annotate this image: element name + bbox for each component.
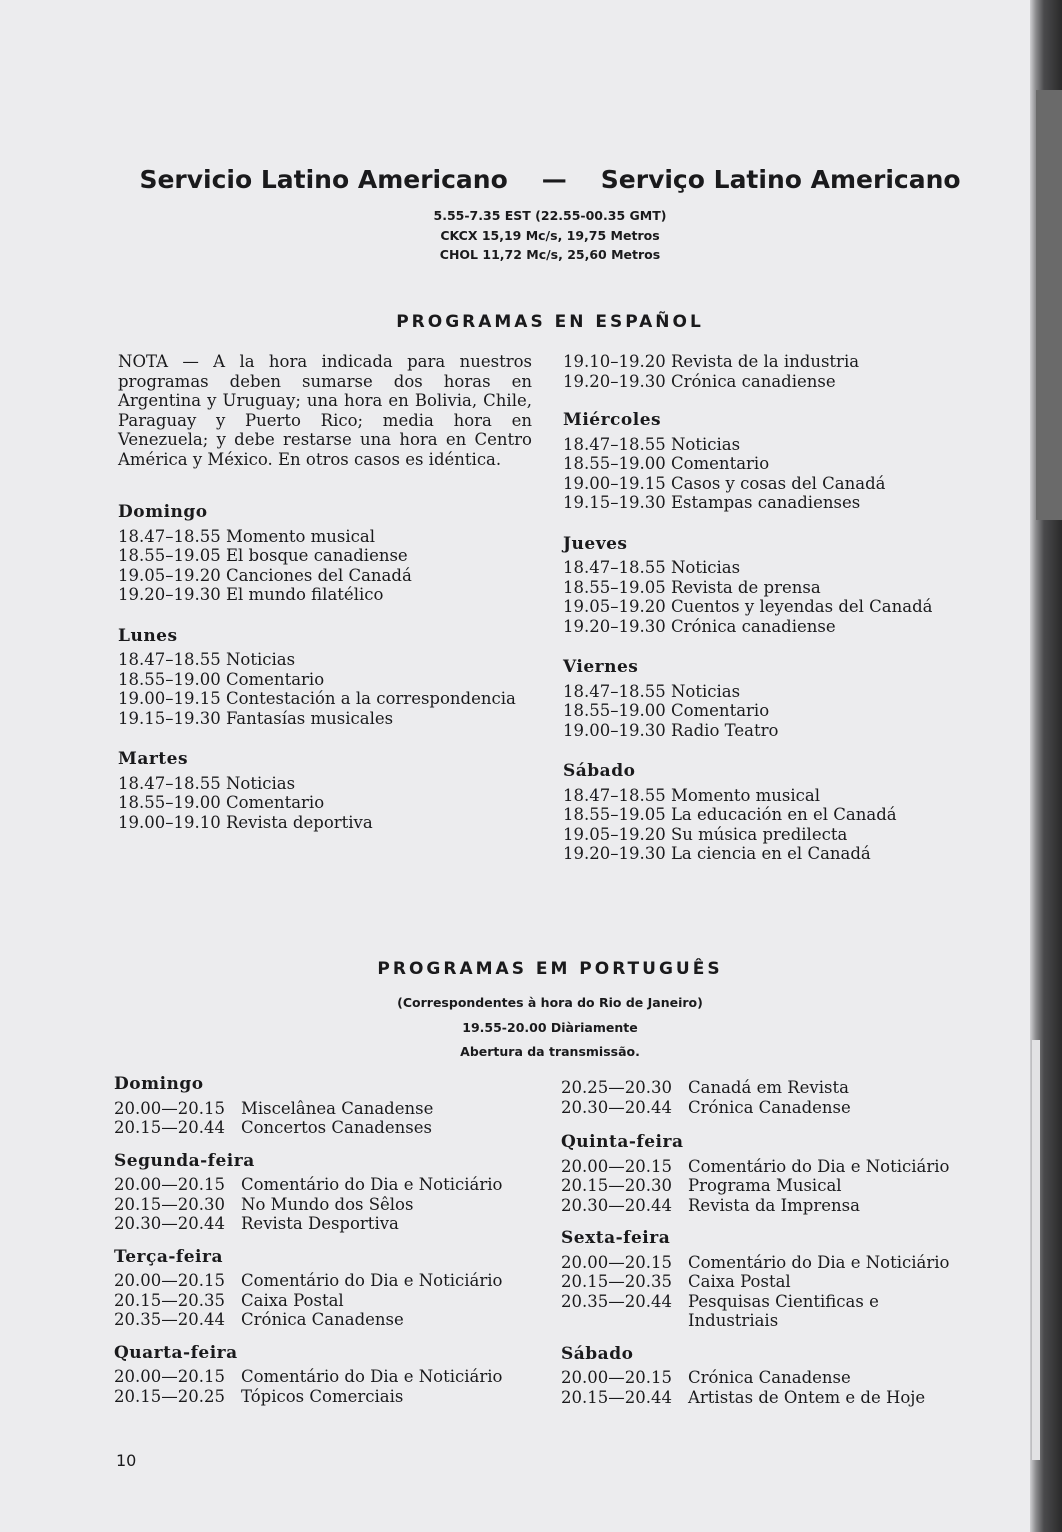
program-name: Caixa Postal (241, 1290, 344, 1310)
program-row: 19.05–19.20 Cuentos y leyendas del Canadá (563, 597, 933, 616)
program-row: 19.00–19.30 Radio Teatro (563, 720, 779, 740)
program-time: 20.25—20.30 (561, 1078, 672, 1097)
program-name-continued: Industriais (688, 1311, 779, 1330)
program-row: 19.00–19.15 Casos y cosas del Canadá (563, 473, 886, 493)
frequency-line-1: CKCX 15,19 Mc/s, 19,75 Metros (440, 228, 660, 243)
title-spanish: Servicio Latino Americano (139, 165, 508, 194)
program-row (561, 1253, 1001, 1273)
program-time: 20.30—20.44 (561, 1097, 672, 1117)
day-heading: Domingo (114, 1074, 204, 1094)
portuguese-note-opening: Abertura da transmissão. (460, 1044, 640, 1059)
page-number: 10 (116, 1451, 137, 1470)
program-row (561, 1388, 1001, 1408)
page-title (0, 165, 1062, 194)
frequency-line-2: CHOL 11,72 Mc/s, 25,60 Metros (439, 247, 661, 262)
program-name: Comentário do Dia e Noticiário (688, 1252, 950, 1272)
program-name: Comentário do Dia e Noticiário (241, 1271, 503, 1290)
program-name: Artistas de Ontem e de Hoje (688, 1387, 926, 1407)
program-name: Programa Musical (688, 1176, 842, 1195)
program-name: No Mundo dos Sêlos (241, 1194, 414, 1214)
program-row: 19.20–19.30 Crónica canadiense (563, 371, 836, 391)
program-row: 19.20–19.30 La ciencia en el Canadá (563, 844, 871, 863)
program-row (114, 1118, 544, 1138)
spanish-left-column (118, 352, 532, 832)
program-time: 20.15—20.44 (114, 1118, 225, 1137)
program-name: Revista da Imprensa (688, 1195, 860, 1215)
program-row: 19.05–19.20 Su música predilecta (563, 824, 848, 844)
program-row: 19.15–19.30 Fantasías musicales (118, 708, 394, 728)
program-row: 19.20–19.30 El mundo filatélico (118, 585, 384, 604)
day-heading: Domingo (118, 502, 208, 522)
program-time: 20.15—20.35 (114, 1290, 225, 1310)
program-row: 18.47–18.55 Noticias (563, 558, 741, 577)
day-heading: Quarta-feira (114, 1342, 238, 1363)
program-time: 20.35—20.44 (561, 1291, 672, 1311)
program-row (561, 1157, 1001, 1177)
program-row (114, 1271, 544, 1291)
program-time: 20.15—20.35 (561, 1272, 672, 1291)
program-time: 20.00—20.15 (114, 1175, 225, 1194)
program-name: Concertos Canadenses (241, 1118, 432, 1137)
program-row: 18.47–18.55 Noticias (118, 650, 296, 669)
portuguese-right-days (561, 1133, 1001, 1407)
program-row: 19.10–19.20 Revista de la industria (563, 352, 860, 371)
title-dash: — (541, 165, 567, 194)
spanish-note: NOTA — A la hora indicada para nuestros programas deben sumarse dos horas en Argentina y Uruguay; una hora en Bolivia, Chile, Paraguay y Puerto Rico; media hora en Venezuela; y debe restarse una hora en Centro América y México. En otros casos es idéntica. (118, 352, 532, 469)
program-row: 18.55–19.05 La educación en el Canadá (563, 805, 897, 824)
program-row: 18.47–18.55 Noticias (563, 434, 741, 454)
program-name: Pesquisas Cientificas e (688, 1291, 879, 1311)
program-name: Crónica Canadense (241, 1310, 404, 1329)
day-heading: Jueves (563, 533, 628, 554)
program-row (114, 1387, 544, 1407)
portuguese-heading: PROGRAMAS EM PORTUGUÊS (377, 959, 723, 979)
program-row (561, 1272, 1001, 1292)
program-row (561, 1196, 1001, 1216)
program-name: Tópicos Comerciais (241, 1386, 404, 1406)
program-time: 20.35—20.44 (114, 1310, 225, 1329)
program-row: 18.55–19.00 Comentario (563, 454, 770, 473)
schedule-line: 5.55-7.35 EST (22.55-00.35 GMT) (433, 208, 667, 223)
spanish-right-days (563, 411, 1003, 864)
program-row (114, 1099, 544, 1119)
program-row: 18.55–19.00 Comentario (563, 701, 770, 720)
program-row (114, 1367, 544, 1387)
portuguese-left-days (114, 1075, 544, 1406)
program-name: Revista Desportiva (241, 1214, 399, 1233)
program-time: 20.15—20.30 (114, 1194, 225, 1214)
program-time: 20.15—20.30 (561, 1176, 672, 1195)
program-name: Comentário do Dia e Noticiário (241, 1175, 503, 1194)
portuguese-note-timezone: (Correspondentes à hora do Rio de Janeiro) (397, 995, 703, 1010)
program-row (561, 1292, 1001, 1312)
program-row: 18.47–18.55 Momento musical (118, 526, 376, 546)
program-time: 20.00—20.15 (114, 1367, 225, 1386)
program-row: 19.05–19.20 Canciones del Canadá (118, 565, 412, 585)
spanish-right-column (563, 352, 1003, 864)
program-row: 19.20–19.30 Crónica canadiense (563, 616, 836, 636)
portuguese-note-daily: 19.55-20.00 Diàriamente (462, 1020, 638, 1035)
program-row (114, 1214, 544, 1234)
program-time: 20.00—20.15 (561, 1156, 672, 1176)
program-row (114, 1175, 544, 1195)
program-row: 19.00–19.10 Revista deportiva (118, 812, 373, 832)
title-portuguese: Serviço Latino Americano (600, 165, 961, 194)
day-heading: Sexta-feira (561, 1228, 671, 1248)
day-heading: Quinta-feira (561, 1132, 684, 1152)
program-row: 18.47–18.55 Noticias (118, 773, 296, 793)
day-heading: Sábado (563, 761, 636, 781)
program-name: Canadá em Revista (688, 1078, 849, 1097)
program-time: 20.30—20.44 (561, 1195, 672, 1215)
portuguese-left-column (114, 1063, 544, 1406)
day-heading: Sábado (561, 1343, 634, 1364)
program-row: 18.47–18.55 Momento musical (563, 785, 821, 805)
program-row (114, 1310, 544, 1330)
day-heading: Lunes (118, 625, 178, 646)
program-row (114, 1195, 544, 1215)
program-name: Comentário do Dia e Noticiário (241, 1367, 503, 1386)
program-row: 18.55–19.05 El bosque canadiense (118, 546, 408, 565)
program-time: 20.15—20.44 (561, 1387, 672, 1407)
day-heading: Miércoles (563, 410, 662, 430)
program-name: Crónica Canadense (688, 1368, 851, 1387)
spanish-right-continuation (563, 352, 1003, 391)
spanish-heading: PROGRAMAS EN ESPAÑOL (396, 312, 704, 332)
program-name: Miscelânea Canadense (241, 1098, 434, 1118)
program-row (561, 1098, 1001, 1118)
program-name: Crónica Canadense (688, 1097, 851, 1117)
program-time: 20.00—20.15 (114, 1271, 225, 1290)
program-row (561, 1368, 1001, 1388)
day-heading: Segunda-feira (114, 1150, 255, 1171)
program-row: 18.55–19.00 Comentario (118, 793, 325, 812)
adjacent-page-edge (1030, 0, 1062, 1532)
day-heading: Terça-feira (114, 1246, 223, 1267)
program-row: 18.47–18.55 Noticias (563, 681, 741, 701)
program-row (114, 1291, 544, 1311)
program-time: 20.00—20.15 (561, 1368, 672, 1387)
portuguese-right-column (561, 1078, 1001, 1407)
portuguese-right-continuation (561, 1078, 1001, 1117)
program-row: 19.00–19.15 Contestación a la correspondencia (118, 689, 516, 708)
spanish-left-days (118, 503, 532, 832)
program-name: Caixa Postal (688, 1272, 791, 1291)
program-time: 20.00—20.15 (114, 1098, 225, 1118)
program-row (561, 1176, 1001, 1196)
program-row: 18.55–19.05 Revista de prensa (563, 577, 821, 597)
program-time: 20.00—20.15 (561, 1252, 672, 1272)
program-row: 19.15–19.30 Estampas canadienses (563, 493, 861, 512)
day-heading: Martes (118, 749, 189, 769)
program-time: 20.15—20.25 (114, 1386, 225, 1406)
program-time: 20.30—20.44 (114, 1214, 225, 1233)
day-heading: Viernes (563, 657, 639, 677)
program-row (561, 1078, 1001, 1098)
program-row: 18.55–19.00 Comentario (118, 669, 325, 689)
program-name: Comentário do Dia e Noticiário (688, 1156, 950, 1176)
